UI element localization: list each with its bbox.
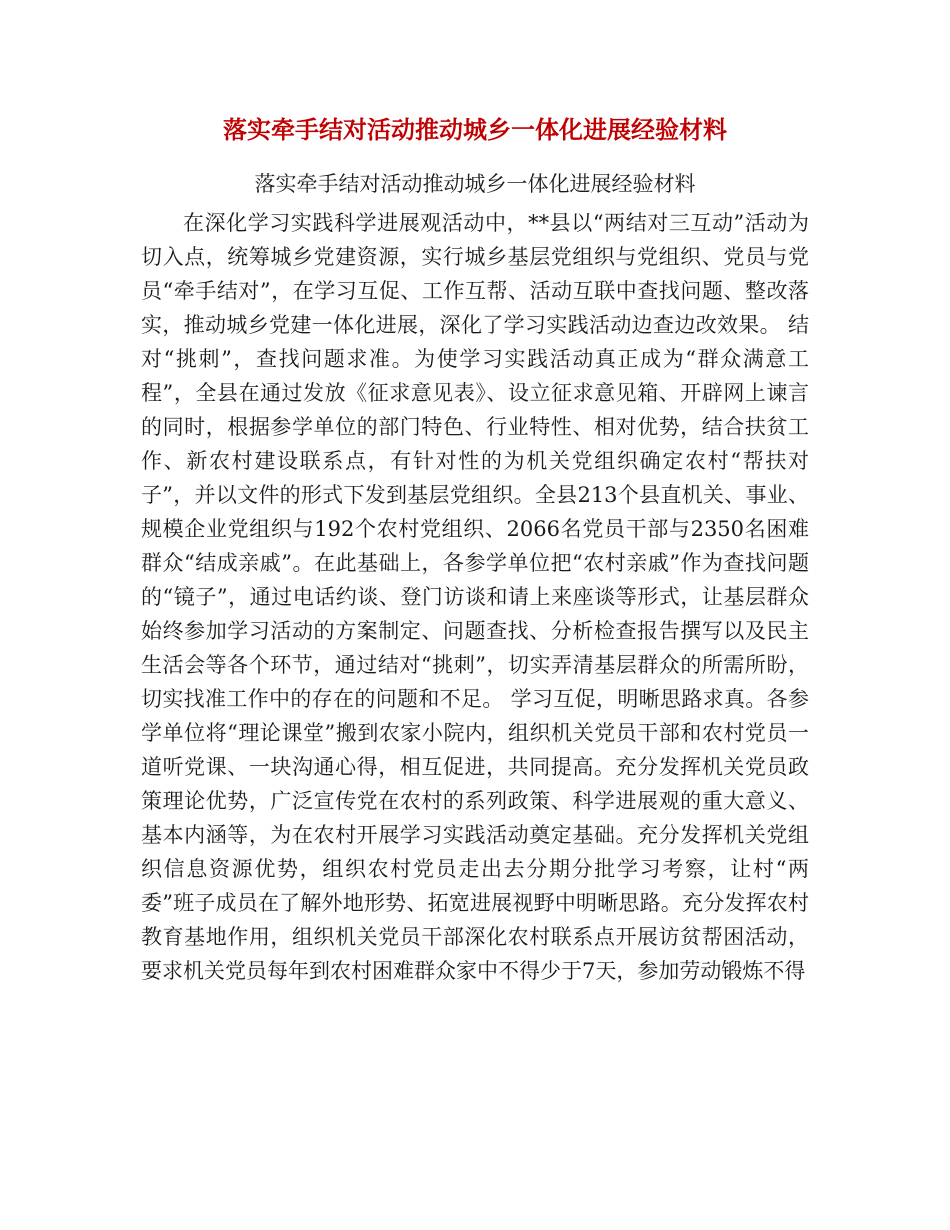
document-title: 落实牵手结对活动推动城乡一体化进展经验材料: [223, 115, 727, 144]
document-subtitle: 落实牵手结对活动推动城乡一体化进展经验材料: [254, 172, 696, 196]
document-body: 在深化学习实践科学进展观活动中，**县以“两结对三互动”活动为切入点，统筹城乡党建资源，实行城乡基层党组织与党组织、党员与党员“牵手结对”，在学习互促、工作互帮、活动互联中查找问题、整改落实，推动城乡党建一体化进展，深化了学习实践活动边查边改效果。 结对“挑刺”，查找问题求准。为使学习实践活动真正成为“群众满意工程”，全县在通过发放《征求意见表》、设立征求意见箱、开辟网上谏言的同时，根据参学单位的部门特色、行业特性、相对优势，结合扶贫工作、新农村建设联系点，有针对性的为机关党组织确定农村“帮扶对子”，并以文件的形式下发到基层党组织。全县213个县直机关、事业、规模企业党组织与192个农村党组织、2066名党员干部与2350名困难群众“结成亲戚”。在此基础上，各参学单位把“农村亲戚”作为查找问题的“镜子”，通过电话约谈、登门访谈和请上来座谈等形式，让基层群众始终参加学习活动的方案制定、问题查找、分析检查报告撰写以及民主生活会等各个环节，通过结对“挑刺”，切实弄清基层群众的所需所盼，切实找准工作中的存在的问题和不足。 学习互促，明晰思路求真。各参学单位将“理论课堂”搬到农家小院内，组织机关党员干部和农村党员一道听党课、一块沟通心得，相互促进，共同提高。充分发挥机关党员政策理论优势，广泛宣传党在农村的系列政策、科学进展观的重大意义、基本内涵等，为在农村开展学习实践活动奠定基础。充分发挥机关党组织信息资源优势，组织农村党员走出去分期分批学习考察，让村“两委”班子成员在了解外地形势、拓宽进展视野中明晰思路。充分发挥农村教育基地作用，组织机关党员干部深化农村联系点开展访贫帮困活动，要求机关党员每年到农村困难群众家中不得少于7天，参加劳动锻炼不得: [141, 211, 809, 983]
